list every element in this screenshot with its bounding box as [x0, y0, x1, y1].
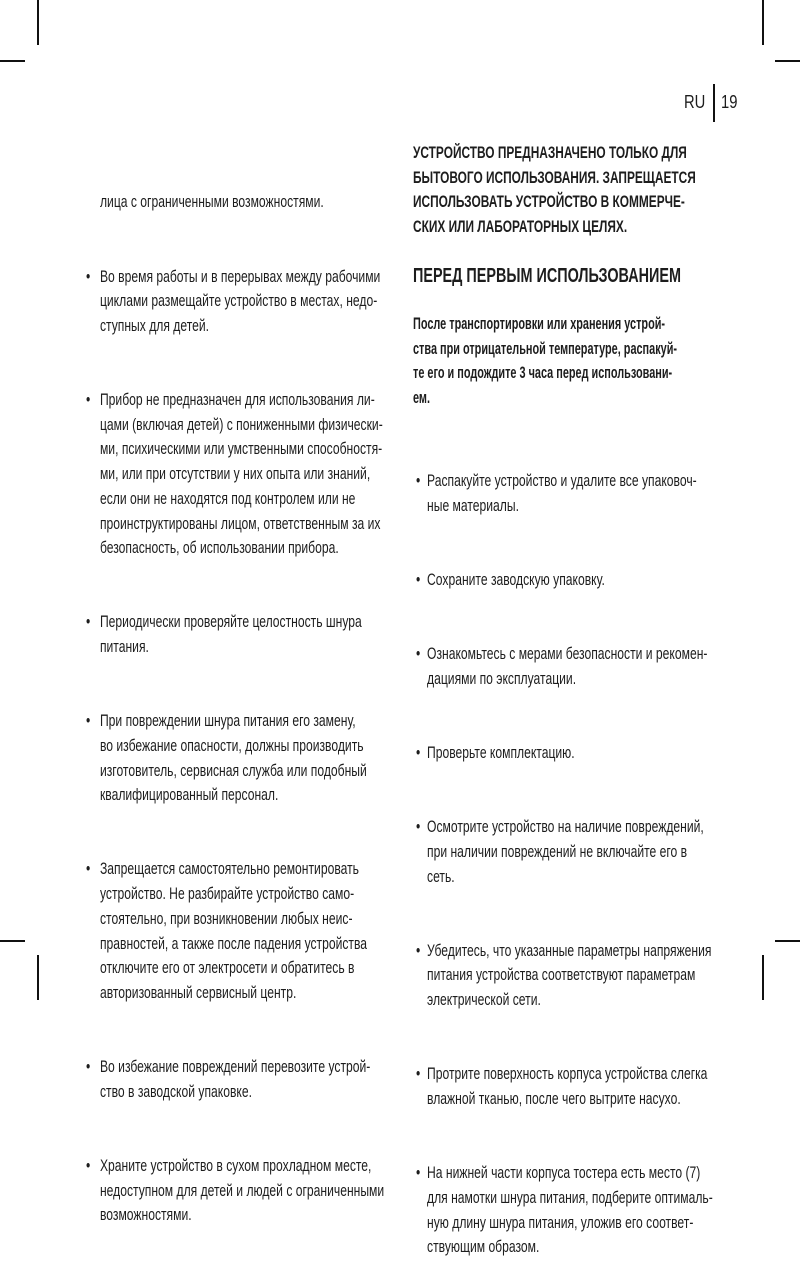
left-column: [86, 141, 395, 1253]
crop-mark-top-right-vertical: [762, 0, 764, 45]
list-item: • Периодически проверяйте целостность шнура питания.: [86, 610, 395, 659]
intro-text: После транспортировки или хранения устрой- ства при отрицательной температуре, распакуй- те его и подождите 3 часа перед использовани- ем.: [413, 315, 678, 408]
header-divider: [713, 84, 715, 122]
list-item: • На нижней части корпуса тостера есть место (7) для намотки шнура питания, подберите оптималь- ную длину шнура питания, уложив его соответ- ствующим образом.: [416, 1161, 725, 1260]
crop-mark-top-left-horizontal: [0, 60, 25, 62]
list-item: • Запрещается самостоятельно ремонтировать устройство. Не разбирайте устройство само- стоятельно, при возникновении любых неис- правностей, а также после падения устройства отключите его от электросети и обратитесь в авторизованный сервисный центр.: [86, 857, 395, 1005]
crop-mark-top-left-vertical: [37, 0, 39, 45]
crop-mark-bottom-right-vertical: [762, 955, 764, 1000]
crop-mark-bottom-left-vertical: [37, 955, 39, 1000]
list-item: • Храните устройство в сухом прохладном месте, недоступном для детей и людей с ограниченными возможностями.: [86, 1154, 395, 1228]
list-item: • Протрите поверхность корпуса устройства слегка влажной тканью, после чего вытрите насухо.: [416, 1062, 725, 1111]
list-item: • Сохраните заводскую упаковку.: [416, 568, 725, 593]
list-item: • Осмотрите устройство на наличие повреждений, при наличии повреждений не включайте его в сеть.: [416, 815, 725, 889]
list-item: • Во время работы и в перерывах между рабочими циклами размещайте устройство в местах, недо- ступных для детей.: [86, 265, 395, 339]
list-item: • Проверьте комплектацию.: [416, 741, 725, 766]
list-item: • При повреждении шнура питания его замену, во избежание опасности, должны производить изготовитель, сервисная служба или подобный квалифицированный персонал.: [86, 709, 395, 808]
section-title: ПЕРЕД ПЕРВЫМ ИСПОЛЬЗОВАНИЕМ: [413, 265, 681, 287]
crop-mark-bottom-left-horizontal: [0, 940, 25, 942]
warning-text: УСТРОЙСТВО ПРЕДНАЗНАЧЕНО ТОЛЬКО ДЛЯ БЫТОВОГО ИСПОЛЬЗОВАНИЯ. ЗАПРЕЩАЕТСЯ ИСПОЛЬЗОВАТЬ УСТРОЙСТВО В КОММЕРЧЕ- СКИХ ИЛИ ЛАБОРАТОРНЫХ ЦЕЛЯХ.: [413, 144, 696, 237]
crop-mark-bottom-right-horizontal: [775, 940, 800, 942]
crop-mark-top-right-horizontal: [775, 60, 800, 62]
list-item: • Убедитесь, что указанные параметры напряжения питания устройства соответствуют параметрам электрической сети.: [416, 939, 725, 1013]
right-column-list: [416, 420, 725, 1285]
list-item: • Прибор не предназначен для использования ли- цами (включая детей) с пониженными физически- ми, психическими или умственными способностя- ми, или при отсутствии у них опыта или знаний, если они не находятся под контролем или не проинструктированы лицом, ответственным за их безопасность, об использовании прибора.: [86, 388, 395, 561]
list-item: • Во избежание повреждений перевозите устрой- ство в заводской упаковке.: [86, 1055, 395, 1104]
list-item: • Распакуйте устройство и удалите все упаковоч- ные материалы.: [416, 469, 725, 518]
language-code: RU: [684, 92, 706, 112]
list-item: • Ознакомьтесь с мерами безопасности и рекомен- дациями по эксплуатации.: [416, 642, 725, 691]
page-number: 19: [721, 92, 738, 112]
continuation-text: лица с ограниченными возможностями.: [99, 193, 324, 212]
